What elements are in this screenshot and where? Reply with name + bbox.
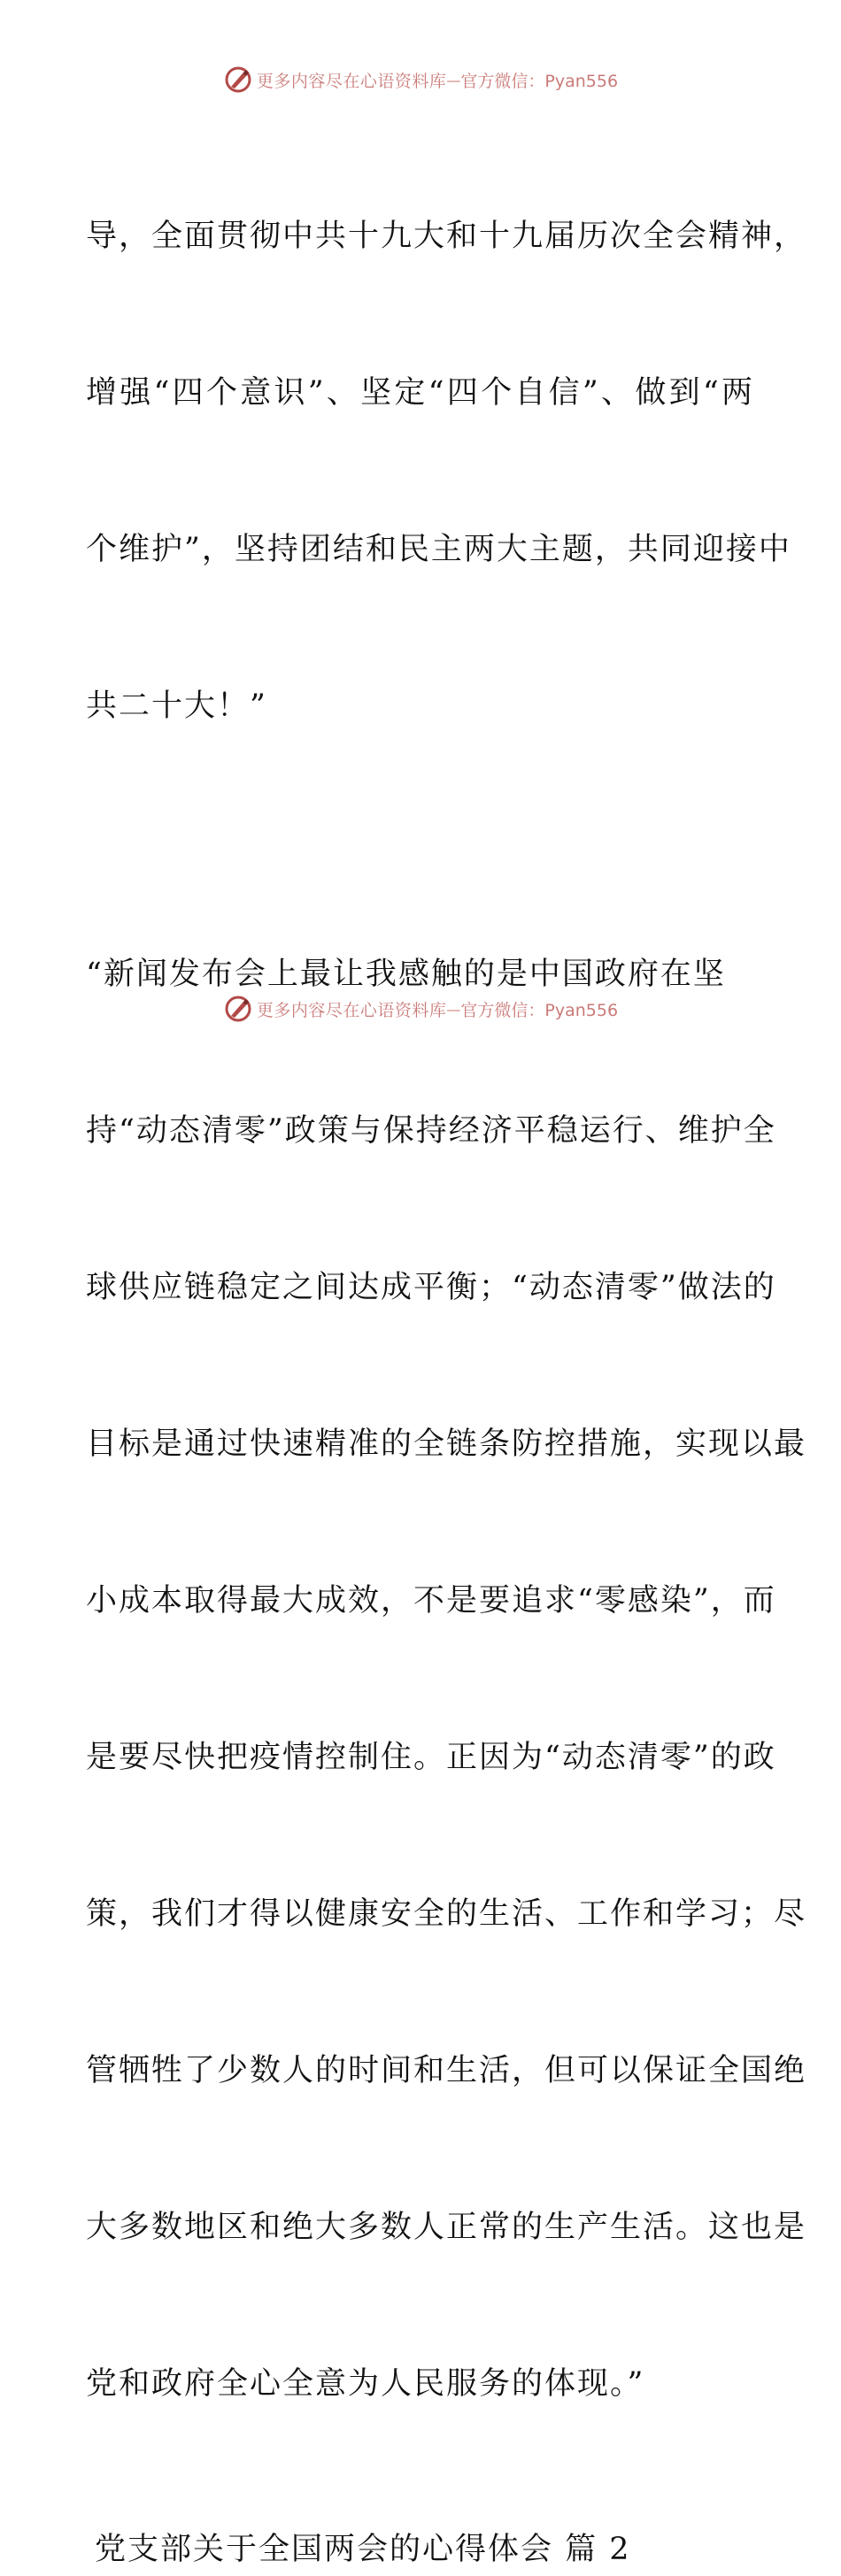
section-heading: 党支部关于全国两会的心得体会 篇 2 — [95, 2532, 631, 2567]
text-line: “新闻发布会上最让我感触的是中国政府在坚 — [86, 957, 726, 992]
pen-logo-icon — [223, 994, 253, 1024]
watermark-main-text: 更多内容尽在心语资料库 — [256, 1000, 447, 1020]
text-line: 个维护”，坚持团结和民主两大主题，共同迎接中 — [86, 532, 791, 567]
paragraph-2 — [86, 844, 807, 2515]
watermark-official-text: 官方微信：Pyan556 — [460, 71, 619, 91]
footer-watermark — [0, 991, 841, 1027]
pen-logo-icon — [223, 65, 253, 95]
text-line: 共二十大！” — [86, 688, 267, 724]
watermark-official-text: 官方微信：Pyan556 — [460, 1000, 619, 1020]
header-watermark — [0, 62, 841, 97]
text-line: 目标是通过快速精准的全链条防控措施，实现以最 — [86, 1426, 807, 1462]
text-line: 导，全面贯彻中共十九大和十九届历次全会精神， — [86, 219, 807, 254]
text-line: 管牺牲了少数人的时间和生活，但可以保证全国绝 — [86, 2053, 807, 2088]
text-line: 持“动态清零”政策与保持经济平稳运行、维护全 — [86, 1113, 776, 1149]
document-body — [86, 106, 807, 2576]
text-line: 党和政府全心全意为人民服务的体现。” — [86, 2366, 645, 2402]
text-line: 大多数地区和绝大多数人正常的生产生活。这也是 — [86, 2210, 807, 2245]
watermark-main-text: 更多内容尽在心语资料库 — [256, 71, 447, 91]
watermark-separator: — — [446, 71, 461, 88]
text-line: 小成本取得最大成效，不是要追求“零感染”，而 — [86, 1583, 776, 1619]
text-line: 增强“四个意识”、坚定“四个自信”、做到“两 — [86, 375, 754, 411]
text-line: 是要尽快把疫情控制住。正因为“动态清零”的政 — [86, 1740, 776, 1775]
paragraph-1 — [86, 106, 807, 837]
watermark-separator: — — [446, 1000, 461, 1018]
text-line: 球供应链稳定之间达成平衡；“动态清零”做法的 — [86, 1270, 776, 1305]
text-line: 策，我们才得以健康安全的生活、工作和学习；尽 — [86, 1896, 807, 1932]
